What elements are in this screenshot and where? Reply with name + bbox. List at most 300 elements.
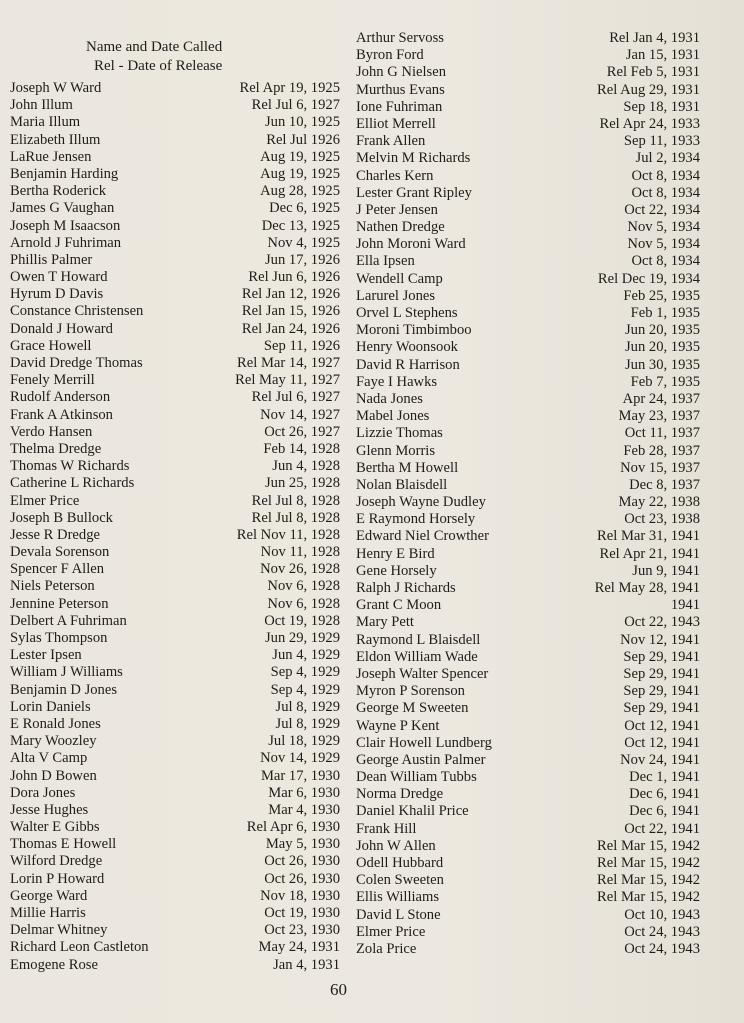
call-date: Oct 19, 1930	[264, 905, 340, 921]
list-item	[356, 546, 706, 563]
person-name: Maria Illum	[10, 114, 81, 131]
list-item	[10, 647, 340, 664]
person-name: Lorin P Howard	[10, 870, 105, 887]
person-name: Faye I Hawks	[356, 373, 438, 390]
list-item	[356, 357, 706, 374]
person-name: George Ward	[10, 887, 88, 904]
person-name: Dora Jones	[10, 784, 76, 801]
page-number: 60	[330, 980, 347, 999]
person-name: Hyrum D Davis	[10, 286, 104, 303]
call-date: Sep 29, 1941	[623, 648, 700, 665]
list-item	[10, 407, 340, 424]
call-date: Feb 14, 1928	[263, 440, 340, 457]
call-date: Rel Jul 6, 1927	[251, 389, 340, 406]
person-name: Walter E Gibbs	[10, 819, 100, 836]
list-item	[356, 236, 706, 253]
list-item	[356, 580, 706, 597]
person-name: Glenn Morris	[356, 442, 436, 459]
person-name: Colen Sweeten	[356, 872, 444, 889]
list-item	[10, 888, 340, 905]
call-date: Oct 23, 1938	[624, 511, 700, 528]
list-item	[10, 578, 340, 595]
list-item	[356, 477, 706, 494]
call-date: Rel Mar 15, 1942	[597, 855, 700, 871]
person-name: Sylas Thompson	[10, 630, 108, 646]
person-name: Donald J Howard	[10, 320, 113, 337]
person-name: David Dredge Thomas	[10, 355, 143, 371]
list-item	[10, 957, 340, 974]
person-name: Wayne P Kent	[356, 717, 440, 734]
list-item	[356, 391, 706, 408]
call-date: Sep 29, 1941	[623, 700, 700, 717]
list-item	[356, 30, 706, 47]
call-date: Rel Mar 15, 1942	[597, 872, 700, 889]
call-date: Oct 8, 1934	[631, 184, 700, 201]
person-name: Byron Ford	[356, 47, 424, 64]
call-date: Oct 26, 1930	[264, 853, 340, 870]
list-item	[356, 288, 706, 305]
call-date: Rel Jul 6, 1927	[251, 97, 340, 114]
list-item	[10, 510, 340, 527]
list-item	[356, 374, 706, 391]
call-date: Jul 18, 1929	[268, 733, 340, 750]
call-date: Jun 30, 1935	[625, 356, 700, 373]
call-date: Nov 5, 1934	[627, 219, 700, 236]
call-date: Oct 22, 1941	[624, 820, 700, 837]
person-name: Moroni Timbimboo	[356, 322, 472, 339]
person-name: David L Stone	[356, 906, 441, 923]
list-item	[356, 443, 706, 460]
call-date: Nov 18, 1930	[260, 887, 340, 904]
person-name: Henry Woonsook	[356, 339, 458, 356]
call-date: Oct 11, 1937	[624, 425, 700, 442]
person-name: Benjamin Harding	[10, 165, 119, 182]
call-date: Rel Mar 14, 1927	[237, 355, 340, 371]
call-date: Jun 20, 1935	[625, 339, 700, 356]
list-item	[10, 596, 340, 613]
list-item	[356, 305, 706, 322]
list-item	[356, 718, 706, 735]
call-date: Rel May 11, 1927	[235, 372, 340, 389]
list-item	[356, 752, 706, 769]
list-item	[356, 82, 706, 99]
call-date: Dec 6, 1941	[629, 803, 700, 820]
list-item	[10, 716, 340, 733]
call-date: May 24, 1931	[258, 939, 340, 956]
list-item	[356, 253, 706, 270]
person-name: Edward Niel Crowther	[356, 528, 489, 545]
person-name: Joseph W Ward	[10, 80, 102, 96]
call-date: Jul 8, 1929	[275, 715, 340, 732]
list-item	[356, 339, 706, 356]
person-name: George M Sweeten	[356, 700, 469, 717]
list-item	[10, 939, 340, 956]
list-item	[10, 871, 340, 888]
call-date: Rel Jan 4, 1931	[609, 30, 700, 46]
person-name: Grant C Moon	[356, 597, 442, 614]
call-date: Sep 4, 1929	[270, 664, 340, 681]
list-item	[356, 683, 706, 700]
person-name: Ella Ipsen	[356, 253, 415, 270]
call-date: Rel Jan 12, 1926	[241, 286, 340, 303]
call-date: May 23, 1937	[618, 408, 700, 425]
call-date: Oct 26, 1927	[264, 423, 340, 440]
call-date: Rel Mar 15, 1942	[597, 889, 700, 906]
call-date: Nov 6, 1928	[267, 595, 340, 612]
call-date: May 22, 1938	[618, 494, 700, 511]
list-item	[10, 252, 340, 269]
person-name: Thomas E Howell	[10, 836, 117, 853]
list-item	[10, 200, 340, 217]
call-date: Rel Jul 8, 1928	[251, 492, 340, 509]
call-date: Oct 10, 1943	[624, 906, 700, 923]
person-name: Orvel L Stephens	[356, 305, 458, 321]
call-date: 1941	[670, 597, 700, 614]
person-name: Mary Woozley	[10, 733, 97, 750]
person-name: Thomas W Richards	[10, 458, 130, 475]
person-name: John Moroni Ward	[356, 236, 466, 253]
list-item	[356, 786, 706, 803]
person-name: Benjamin D Jones	[10, 681, 118, 698]
call-date: Rel Jul 1926	[266, 131, 340, 148]
list-item	[356, 889, 706, 906]
person-name: Myron P Sorenson	[356, 683, 465, 700]
call-date: Mar 6, 1930	[268, 784, 340, 801]
list-item	[10, 389, 340, 406]
call-date: Nov 4, 1925	[267, 234, 340, 251]
person-name: Frank Allen	[356, 133, 426, 150]
list-item	[356, 116, 706, 133]
call-date: Dec 1, 1941	[629, 769, 700, 786]
list-item	[10, 80, 340, 97]
list-item	[10, 183, 340, 200]
call-date: Aug 28, 1925	[260, 183, 340, 200]
list-item	[10, 664, 340, 681]
list-item	[356, 460, 706, 477]
call-date: Rel Feb 5, 1931	[606, 64, 700, 81]
list-item	[10, 372, 340, 389]
list-item	[10, 149, 340, 166]
list-item	[356, 649, 706, 666]
person-name: Millie Harris	[10, 905, 86, 921]
person-name: Bertha M Howell	[356, 459, 459, 476]
person-name: Larurel Jones	[356, 287, 436, 304]
list-item	[10, 321, 340, 338]
list-item	[356, 941, 706, 958]
person-name: Elliot Merrell	[356, 115, 436, 132]
list-item	[356, 99, 706, 116]
person-name: Delmar Whitney	[10, 922, 108, 939]
person-name: Henry E Bird	[356, 545, 435, 562]
person-name: J Peter Jensen	[356, 201, 438, 218]
list-item	[356, 907, 706, 924]
person-name: Murthus Evans	[356, 81, 445, 98]
call-date: Feb 28, 1937	[623, 442, 700, 459]
call-date: Rel Aug 29, 1931	[597, 81, 700, 98]
person-name: Richard Leon Castleton	[10, 939, 149, 956]
list-item	[356, 271, 706, 288]
person-name: Emogene Rose	[10, 956, 98, 973]
person-name: Raymond L Blaisdell	[356, 631, 481, 648]
person-name: Dean William Tubbs	[356, 769, 477, 786]
list-item	[10, 493, 340, 510]
call-date: Jun 25, 1928	[265, 475, 340, 492]
person-name: Grace Howell	[10, 337, 92, 354]
list-item	[10, 97, 340, 114]
list-item	[10, 853, 340, 870]
person-name: Joseph Wayne Dudley	[356, 494, 486, 511]
list-item	[356, 855, 706, 872]
person-name: Melvin M Richards	[356, 150, 471, 167]
list-item	[10, 269, 340, 286]
person-name: Arnold J Fuhriman	[10, 234, 122, 251]
header-line-called: Name and Date Called	[86, 39, 223, 55]
call-date: Oct 22, 1934	[624, 201, 700, 218]
list-item	[356, 632, 706, 649]
list-item	[10, 355, 340, 372]
list-item	[10, 166, 340, 183]
list-item	[10, 802, 340, 819]
list-item	[356, 838, 706, 855]
call-date: Rel Jan 24, 1926	[241, 320, 340, 337]
person-name: Mabel Jones	[356, 408, 430, 425]
call-date: Feb 25, 1935	[623, 287, 700, 304]
list-item	[10, 544, 340, 561]
call-date: Sep 29, 1941	[623, 683, 700, 700]
call-date: Nov 24, 1941	[620, 751, 700, 768]
list-item	[356, 202, 706, 219]
list-item	[356, 425, 706, 442]
call-date: Sep 11, 1933	[623, 133, 700, 150]
list-item	[10, 905, 340, 922]
call-date: Feb 7, 1935	[630, 373, 700, 390]
list-item	[356, 511, 706, 528]
list-item	[356, 821, 706, 838]
call-date: Oct 22, 1943	[624, 614, 700, 631]
person-name: Jennine Peterson	[10, 595, 109, 612]
call-date: Jul 2, 1934	[635, 150, 700, 167]
person-name: Bertha Roderick	[10, 183, 107, 200]
list-item	[10, 613, 340, 630]
person-name: Joseph B Bullock	[10, 509, 113, 526]
person-name: Clair Howell Lundberg	[356, 734, 492, 751]
call-date: Jun 4, 1929	[272, 647, 340, 664]
person-name: Arthur Servoss	[356, 30, 444, 46]
call-date: Sep 18, 1931	[623, 98, 700, 115]
list-item	[10, 458, 340, 475]
person-name: Charles Kern	[356, 167, 434, 184]
call-date: Oct 12, 1941	[624, 734, 700, 751]
person-name: David R Harrison	[356, 356, 460, 373]
list-item	[10, 768, 340, 785]
call-date: Nov 12, 1941	[620, 631, 700, 648]
right-column	[356, 30, 706, 958]
call-date: Feb 1, 1935	[630, 305, 700, 321]
person-name: Frank Hill	[356, 820, 417, 837]
person-name: John Illum	[10, 97, 73, 114]
call-date: Jun 4, 1928	[272, 458, 340, 475]
person-name: Rudolf Anderson	[10, 389, 111, 406]
call-date: Nov 26, 1928	[260, 561, 340, 578]
call-date: Oct 24, 1943	[624, 923, 700, 940]
list-item	[356, 494, 706, 511]
call-date: Jul 8, 1929	[275, 698, 340, 715]
list-item	[356, 150, 706, 167]
person-name: Lester Grant Ripley	[356, 184, 472, 201]
call-date: Rel Apr 19, 1925	[239, 80, 340, 96]
call-date: Jun 20, 1935	[625, 322, 700, 339]
call-date: Rel Mar 15, 1942	[597, 837, 700, 854]
person-name: E Raymond Horsely	[356, 511, 476, 528]
list-item	[356, 924, 706, 941]
person-name: Thelma Dredge	[10, 440, 102, 457]
list-item	[10, 699, 340, 716]
person-name: John G Nielsen	[356, 64, 446, 81]
call-date: Rel Jan 15, 1926	[241, 303, 340, 320]
person-name: Ellis Williams	[356, 889, 440, 906]
list-item	[10, 785, 340, 802]
person-name: Zola Price	[356, 940, 417, 957]
person-name: Elizabeth Illum	[10, 131, 101, 148]
call-date: Jun 17, 1926	[265, 251, 340, 268]
person-name: George Austin Palmer	[356, 751, 486, 768]
call-date: Nov 11, 1928	[260, 544, 340, 561]
person-name: Fenely Merrill	[10, 372, 95, 389]
person-name: Alta V Camp	[10, 750, 88, 767]
list-item	[10, 218, 340, 235]
header-line-release: Rel - Date of Release	[94, 58, 223, 74]
list-item	[10, 114, 340, 131]
call-date: Rel Apr 24, 1933	[599, 115, 700, 132]
list-item	[10, 630, 340, 647]
call-date: Sep 29, 1941	[623, 665, 700, 682]
person-name: Catherine L Richards	[10, 475, 135, 492]
list-header	[86, 38, 222, 76]
person-name: Owen T Howard	[10, 269, 108, 286]
call-date: Jan 15, 1931	[625, 47, 700, 64]
call-date: Dec 6, 1941	[629, 786, 700, 803]
person-name: Daniel Khalil Price	[356, 803, 469, 820]
person-name: Wilford Dredge	[10, 853, 103, 870]
person-name: Constance Christensen	[10, 303, 144, 320]
person-name: Odell Hubbard	[356, 855, 444, 871]
list-item	[10, 527, 340, 544]
call-date: Jun 29, 1929	[265, 630, 340, 646]
call-date: Oct 26, 1930	[264, 870, 340, 887]
call-date: Oct 24, 1943	[624, 940, 700, 957]
list-item	[10, 235, 340, 252]
call-date: Jan 4, 1931	[273, 956, 340, 973]
person-name: Wendell Camp	[356, 270, 443, 287]
list-item	[356, 597, 706, 614]
call-date: Nov 14, 1927	[260, 406, 340, 423]
person-name: Ione Fuhriman	[356, 98, 443, 115]
list-item	[356, 872, 706, 889]
person-name: Nolan Blaisdell	[356, 476, 448, 493]
call-date: Rel Apr 6, 1930	[246, 819, 340, 836]
list-item	[10, 733, 340, 750]
list-item	[356, 769, 706, 786]
call-date: Rel Mar 31, 1941	[597, 528, 700, 545]
call-date: Sep 4, 1929	[270, 681, 340, 698]
list-item	[10, 922, 340, 939]
call-date: Rel Apr 21, 1941	[599, 545, 700, 562]
call-date: Dec 8, 1937	[629, 476, 700, 493]
list-item	[10, 424, 340, 441]
person-name: Joseph M Isaacson	[10, 217, 121, 234]
call-date: Sep 11, 1926	[263, 337, 340, 354]
list-item	[356, 700, 706, 717]
list-item	[356, 64, 706, 81]
person-name: Lester Ipsen	[10, 647, 82, 664]
list-item	[356, 735, 706, 752]
call-date: Apr 24, 1937	[622, 390, 700, 407]
call-date: Oct 8, 1934	[631, 253, 700, 270]
person-name: Spencer F Allen	[10, 561, 105, 578]
list-item	[356, 563, 706, 580]
person-name: Eldon William Wade	[356, 648, 478, 665]
person-name: William J Williams	[10, 664, 123, 681]
person-name: Devala Sorenson	[10, 544, 110, 561]
list-item	[356, 322, 706, 339]
list-item	[10, 682, 340, 699]
person-name: E Ronald Jones	[10, 715, 101, 732]
person-name: LaRue Jensen	[10, 148, 92, 165]
person-name: Ralph J Richards	[356, 580, 456, 596]
person-name: Phillis Palmer	[10, 251, 93, 268]
call-date: Rel Dec 19, 1934	[597, 270, 700, 287]
list-item	[356, 168, 706, 185]
call-date: May 5, 1930	[265, 836, 340, 853]
person-name: James G Vaughan	[10, 200, 115, 217]
list-item	[10, 441, 340, 458]
person-name: Mary Pett	[356, 614, 414, 631]
left-column	[10, 80, 340, 974]
person-name: John W Allen	[356, 837, 436, 854]
call-date: Nov 15, 1937	[620, 459, 700, 476]
call-date: Mar 17, 1930	[260, 767, 340, 784]
call-date: Rel Nov 11, 1928	[236, 526, 340, 543]
call-date: Dec 13, 1925	[261, 217, 340, 234]
list-item	[10, 132, 340, 149]
person-name: John D Bowen	[10, 767, 97, 784]
list-item	[10, 836, 340, 853]
list-item	[356, 408, 706, 425]
person-name: Gene Horsely	[356, 562, 437, 579]
call-date: Oct 12, 1941	[624, 717, 700, 734]
call-date: Aug 19, 1925	[260, 165, 340, 182]
call-date: Rel Jul 8, 1928	[251, 509, 340, 526]
list-item	[356, 666, 706, 683]
person-name: Niels Peterson	[10, 578, 95, 595]
list-item	[356, 803, 706, 820]
list-item	[356, 528, 706, 545]
call-date: Aug 19, 1925	[260, 148, 340, 165]
call-date: Oct 19, 1928	[264, 612, 340, 629]
call-date: Rel Jun 6, 1926	[248, 269, 340, 286]
person-name: Lorin Daniels	[10, 698, 91, 715]
call-date: Dec 6, 1925	[269, 200, 340, 217]
call-date: Nov 5, 1934	[627, 236, 700, 253]
person-name: Jesse Hughes	[10, 801, 89, 818]
call-date: Mar 4, 1930	[268, 801, 340, 818]
person-name: Elmer Price	[356, 923, 426, 940]
list-item	[10, 303, 340, 320]
person-name: Nada Jones	[356, 390, 423, 407]
person-name: Norma Dredge	[356, 786, 444, 803]
person-name: Nathen Dredge	[356, 219, 445, 236]
person-name: Delbert A Fuhriman	[10, 612, 127, 629]
